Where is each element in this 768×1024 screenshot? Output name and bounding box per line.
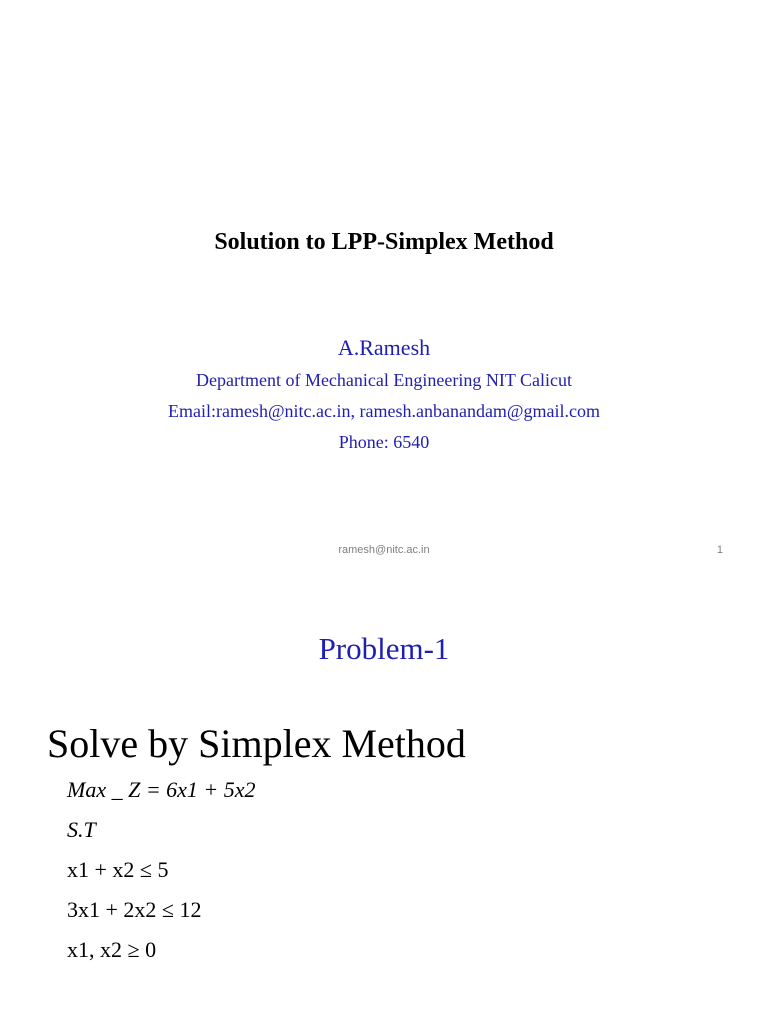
constraint-2: 3x1 + 2x2 ≤ 12 [67,897,202,922]
constraint-1: x1 + x2 ≤ 5 [67,857,169,882]
objective-function: Max _ Z = 6x1 + 5x2 [67,777,256,802]
footer-email: ramesh@nitc.ac.in [338,544,430,556]
problem-slide [0,578,768,1024]
author-block [0,331,768,458]
lp-formulation [67,770,256,970]
problem-heading: Solve by Simplex Method [47,721,466,766]
author-phone: Phone: 6540 [338,432,430,452]
slide-title: Solution to LPP-Simplex Method [214,229,554,255]
non-negativity-constraint: x1, x2 ≥ 0 [67,937,157,962]
subject-to-label: S.T [67,817,96,842]
author-name: A.Ramesh [337,335,431,360]
author-email: Email:ramesh@nitc.ac.in, ramesh.anbanandam@gmail.com [167,401,600,421]
problem-title: Problem-1 [318,631,450,666]
page-number: 1 [716,544,723,556]
author-department: Department of Mechanical Engineering NIT Calicut [195,370,573,390]
